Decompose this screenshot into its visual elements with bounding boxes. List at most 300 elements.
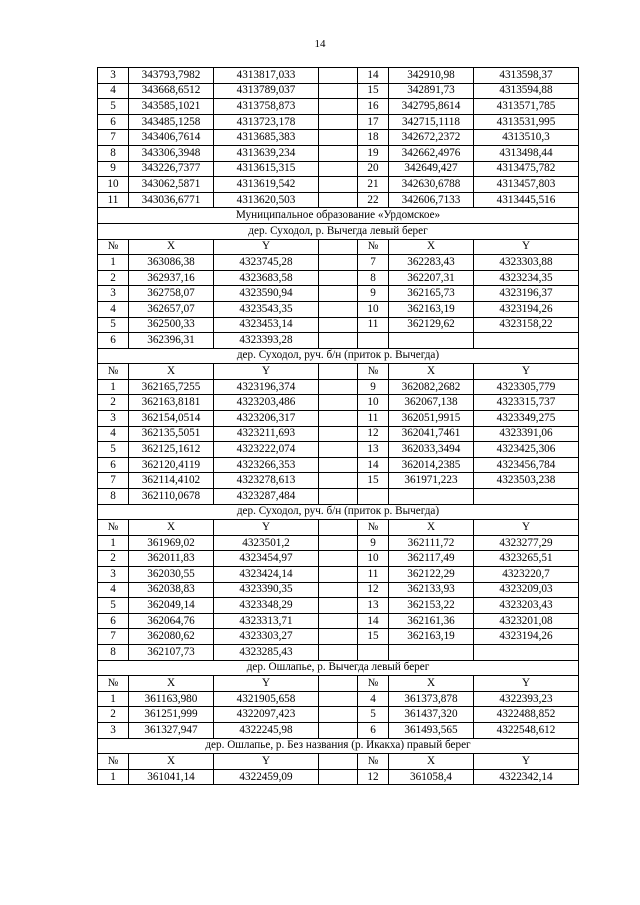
spacer-cell	[319, 411, 358, 427]
x-coordinate: 362153,22	[389, 598, 474, 614]
x-coordinate: 362120,4119	[129, 457, 214, 473]
y-coordinate: 4323287,484	[214, 489, 319, 505]
x-coordinate: 342910,98	[389, 68, 474, 84]
x-coordinate: 362067,138	[389, 395, 474, 411]
point-number: 20	[358, 161, 389, 177]
x-coordinate	[389, 644, 474, 660]
column-header: Y	[474, 754, 579, 770]
x-coordinate: 342715,1118	[389, 114, 474, 130]
point-number: 9	[98, 161, 129, 177]
x-coordinate: 362110,0678	[129, 489, 214, 505]
x-coordinate: 362500,33	[129, 317, 214, 333]
y-coordinate: 4322548,612	[474, 722, 579, 738]
y-coordinate: 4323391,06	[474, 426, 579, 442]
column-header: X	[389, 364, 474, 380]
y-coordinate: 4323683,58	[214, 270, 319, 286]
y-coordinate: 4313475,782	[474, 161, 579, 177]
section-title-row	[98, 223, 579, 239]
y-coordinate: 4323203,43	[474, 598, 579, 614]
x-coordinate: 342606,7133	[389, 192, 474, 208]
y-coordinate: 4322245,98	[214, 722, 319, 738]
point-number: 21	[358, 177, 389, 193]
x-coordinate: 342630,6788	[389, 177, 474, 193]
point-number: 10	[358, 395, 389, 411]
column-header: Y	[214, 239, 319, 255]
point-number: 5	[98, 598, 129, 614]
column-header	[319, 754, 358, 770]
column-header: X	[389, 754, 474, 770]
y-coordinate: 4323194,26	[474, 301, 579, 317]
point-number: 6	[358, 722, 389, 738]
point-number: 8	[98, 489, 129, 505]
y-coordinate: 4313619,542	[214, 177, 319, 193]
section-title: дер. Суходол, руч. б/н (приток р. Вычегда)	[98, 504, 579, 520]
point-number: 2	[98, 395, 129, 411]
x-coordinate: 362154,0514	[129, 411, 214, 427]
x-coordinate: 361041,14	[129, 769, 214, 785]
table-row	[98, 286, 579, 302]
point-number: 4	[98, 83, 129, 99]
x-coordinate: 362011,83	[129, 551, 214, 567]
point-number: 16	[358, 99, 389, 115]
point-number: 8	[98, 644, 129, 660]
spacer-cell	[319, 644, 358, 660]
point-number: 3	[98, 68, 129, 84]
spacer-cell	[319, 395, 358, 411]
column-header: X	[129, 364, 214, 380]
table-row	[98, 769, 579, 785]
section-title: дер. Суходол, р. Вычегда левый берег	[98, 223, 579, 239]
point-number: 1	[98, 769, 129, 785]
table-row	[98, 722, 579, 738]
x-coordinate: 362135,5051	[129, 426, 214, 442]
table-row	[98, 691, 579, 707]
column-header: №	[358, 676, 389, 692]
section-title: дер. Суходол, руч. б/н (приток р. Вычегда)	[98, 348, 579, 364]
y-coordinate: 4323211,693	[214, 426, 319, 442]
y-coordinate: 4313639,234	[214, 145, 319, 161]
column-header	[319, 520, 358, 536]
y-coordinate: 4323393,28	[214, 333, 319, 349]
point-number: 5	[358, 707, 389, 723]
point-number: 17	[358, 114, 389, 130]
y-coordinate: 4323424,14	[214, 567, 319, 583]
y-coordinate: 4322342,14	[474, 769, 579, 785]
x-coordinate: 362082,2682	[389, 379, 474, 395]
table-row	[98, 442, 579, 458]
x-coordinate: 361058,4	[389, 769, 474, 785]
x-coordinate: 362041,7461	[389, 426, 474, 442]
point-number: 1	[98, 691, 129, 707]
column-header: Y	[214, 364, 319, 380]
y-coordinate	[474, 333, 579, 349]
y-coordinate: 4323196,374	[214, 379, 319, 395]
x-coordinate: 362038,83	[129, 582, 214, 598]
y-coordinate: 4323425,306	[474, 442, 579, 458]
table-row	[98, 177, 579, 193]
x-coordinate: 362033,3494	[389, 442, 474, 458]
column-header: №	[98, 676, 129, 692]
section-title: дер. Ошлапье, р. Без названия (р. Икакха) правый берег	[98, 738, 579, 754]
point-number: 4	[98, 582, 129, 598]
table-row	[98, 613, 579, 629]
point-number: 11	[358, 567, 389, 583]
y-coordinate: 4313457,803	[474, 177, 579, 193]
point-number: 12	[358, 769, 389, 785]
point-number: 9	[358, 535, 389, 551]
spacer-cell	[319, 707, 358, 723]
point-number: 2	[98, 551, 129, 567]
point-number: 4	[98, 301, 129, 317]
table-row	[98, 145, 579, 161]
y-coordinate: 4323265,51	[474, 551, 579, 567]
table-row	[98, 426, 579, 442]
y-coordinate: 4323501,2	[214, 535, 319, 551]
y-coordinate: 4313498,44	[474, 145, 579, 161]
spacer-cell	[319, 489, 358, 505]
x-coordinate: 362163,19	[389, 301, 474, 317]
table-row	[98, 333, 579, 349]
point-number: 11	[358, 411, 389, 427]
x-coordinate: 361969,02	[129, 535, 214, 551]
column-header: №	[98, 520, 129, 536]
spacer-cell	[319, 769, 358, 785]
x-coordinate: 343036,6771	[129, 192, 214, 208]
point-number: 6	[98, 333, 129, 349]
table-row	[98, 535, 579, 551]
x-coordinate: 362014,2385	[389, 457, 474, 473]
spacer-cell	[319, 114, 358, 130]
point-number: 7	[98, 130, 129, 146]
spacer-cell	[319, 567, 358, 583]
x-coordinate: 362030,55	[129, 567, 214, 583]
spacer-cell	[319, 691, 358, 707]
point-number: 7	[358, 255, 389, 271]
coordinates-table	[97, 67, 579, 785]
x-coordinate: 362165,7255	[129, 379, 214, 395]
x-coordinate: 361163,980	[129, 691, 214, 707]
x-coordinate: 362937,16	[129, 270, 214, 286]
x-coordinate: 342795,8614	[389, 99, 474, 115]
x-coordinate: 342672,2372	[389, 130, 474, 146]
column-header: №	[358, 364, 389, 380]
point-number: 3	[98, 567, 129, 583]
table-row	[98, 301, 579, 317]
x-coordinate: 361971,223	[389, 473, 474, 489]
table-row	[98, 598, 579, 614]
point-number: 4	[358, 691, 389, 707]
point-number	[358, 489, 389, 505]
x-coordinate: 343793,7982	[129, 68, 214, 84]
y-coordinate: 4323315,737	[474, 395, 579, 411]
column-header: №	[98, 239, 129, 255]
point-number: 8	[358, 270, 389, 286]
table-row	[98, 270, 579, 286]
x-coordinate: 362114,4102	[129, 473, 214, 489]
x-coordinate: 361251,999	[129, 707, 214, 723]
table-row	[98, 317, 579, 333]
spacer-cell	[319, 301, 358, 317]
spacer-cell	[319, 426, 358, 442]
point-number: 5	[98, 99, 129, 115]
y-coordinate: 4323206,317	[214, 411, 319, 427]
y-coordinate: 4323590,94	[214, 286, 319, 302]
point-number: 9	[358, 286, 389, 302]
x-coordinate: 362107,73	[129, 644, 214, 660]
column-header: X	[129, 754, 214, 770]
column-header-row	[98, 676, 579, 692]
point-number: 10	[358, 301, 389, 317]
x-coordinate: 343668,6512	[129, 83, 214, 99]
y-coordinate: 4313598,37	[474, 68, 579, 84]
spacer-cell	[319, 161, 358, 177]
spacer-cell	[319, 286, 358, 302]
table-row	[98, 629, 579, 645]
point-number: 15	[358, 473, 389, 489]
x-coordinate: 362165,73	[389, 286, 474, 302]
x-coordinate: 362133,93	[389, 582, 474, 598]
x-coordinate: 362122,29	[389, 567, 474, 583]
point-number: 1	[98, 255, 129, 271]
column-header: X	[389, 676, 474, 692]
y-coordinate: 4323285,43	[214, 644, 319, 660]
column-header: X	[129, 520, 214, 536]
column-header: X	[129, 676, 214, 692]
spacer-cell	[319, 68, 358, 84]
y-coordinate: 4323234,35	[474, 270, 579, 286]
x-coordinate: 342662,4976	[389, 145, 474, 161]
table-row	[98, 707, 579, 723]
spacer-cell	[319, 613, 358, 629]
x-coordinate	[389, 489, 474, 505]
column-header: X	[389, 520, 474, 536]
table-row	[98, 489, 579, 505]
column-header: Y	[214, 520, 319, 536]
x-coordinate: 362207,31	[389, 270, 474, 286]
x-coordinate: 361437,320	[389, 707, 474, 723]
table-row	[98, 582, 579, 598]
table-row	[98, 130, 579, 146]
x-coordinate: 361327,947	[129, 722, 214, 738]
table-row	[98, 457, 579, 473]
column-header: X	[389, 239, 474, 255]
y-coordinate: 4313789,037	[214, 83, 319, 99]
y-coordinate: 4323456,784	[474, 457, 579, 473]
table-row	[98, 567, 579, 583]
point-number: 19	[358, 145, 389, 161]
y-coordinate: 4323222,074	[214, 442, 319, 458]
y-coordinate: 4323201,08	[474, 613, 579, 629]
point-number: 4	[98, 426, 129, 442]
point-number: 2	[98, 270, 129, 286]
section-title: Муниципальное образование «Урдомское»	[98, 208, 579, 224]
point-number: 7	[98, 629, 129, 645]
y-coordinate: 4323303,27	[214, 629, 319, 645]
spacer-cell	[319, 582, 358, 598]
y-coordinate: 4323390,35	[214, 582, 319, 598]
y-coordinate: 4313531,995	[474, 114, 579, 130]
table-row	[98, 551, 579, 567]
point-number: 11	[358, 317, 389, 333]
x-coordinate: 343406,7614	[129, 130, 214, 146]
point-number	[358, 333, 389, 349]
point-number: 13	[358, 598, 389, 614]
spacer-cell	[319, 255, 358, 271]
x-coordinate: 362064,76	[129, 613, 214, 629]
table-row	[98, 192, 579, 208]
point-number: 12	[358, 582, 389, 598]
y-coordinate: 4323453,14	[214, 317, 319, 333]
point-number: 14	[358, 613, 389, 629]
spacer-cell	[319, 192, 358, 208]
x-coordinate: 362125,1612	[129, 442, 214, 458]
x-coordinate: 362111,72	[389, 535, 474, 551]
y-coordinate: 4313445,516	[474, 192, 579, 208]
spacer-cell	[319, 177, 358, 193]
table-row	[98, 114, 579, 130]
spacer-cell	[319, 473, 358, 489]
page-number: 14	[314, 38, 326, 50]
y-coordinate	[474, 489, 579, 505]
column-header: Y	[474, 676, 579, 692]
point-number: 1	[98, 535, 129, 551]
y-coordinate: 4323543,35	[214, 301, 319, 317]
y-coordinate: 4323348,29	[214, 598, 319, 614]
column-header-row	[98, 520, 579, 536]
y-coordinate: 4323196,37	[474, 286, 579, 302]
spacer-cell	[319, 551, 358, 567]
y-coordinate: 4313620,503	[214, 192, 319, 208]
table-row	[98, 83, 579, 99]
x-coordinate: 362129,62	[389, 317, 474, 333]
section-title-row	[98, 660, 579, 676]
table-row	[98, 411, 579, 427]
point-number: 18	[358, 130, 389, 146]
y-coordinate: 4313685,383	[214, 130, 319, 146]
x-coordinate: 343485,1258	[129, 114, 214, 130]
section-title-row	[98, 738, 579, 754]
table-row	[98, 379, 579, 395]
spacer-cell	[319, 317, 358, 333]
spacer-cell	[319, 442, 358, 458]
point-number: 10	[98, 177, 129, 193]
column-header-row	[98, 364, 579, 380]
point-number: 8	[98, 145, 129, 161]
point-number: 3	[98, 722, 129, 738]
point-number: 5	[98, 442, 129, 458]
point-number: 1	[98, 379, 129, 395]
y-coordinate: 4323278,613	[214, 473, 319, 489]
x-coordinate: 361373,878	[389, 691, 474, 707]
x-coordinate: 361493,565	[389, 722, 474, 738]
x-coordinate: 342649,427	[389, 161, 474, 177]
y-coordinate: 4323349,275	[474, 411, 579, 427]
column-header: №	[358, 520, 389, 536]
y-coordinate: 4323194,26	[474, 629, 579, 645]
section-title-row	[98, 504, 579, 520]
point-number: 12	[358, 426, 389, 442]
point-number	[358, 644, 389, 660]
spacer-cell	[319, 598, 358, 614]
table-row	[98, 68, 579, 84]
y-coordinate	[474, 644, 579, 660]
y-coordinate: 4323745,28	[214, 255, 319, 271]
spacer-cell	[319, 535, 358, 551]
y-coordinate: 4313510,3	[474, 130, 579, 146]
column-header	[319, 676, 358, 692]
point-number: 6	[98, 114, 129, 130]
spacer-cell	[319, 722, 358, 738]
column-header: Y	[214, 754, 319, 770]
x-coordinate: 362163,8181	[129, 395, 214, 411]
table-row	[98, 161, 579, 177]
y-coordinate: 4323303,88	[474, 255, 579, 271]
spacer-cell	[319, 333, 358, 349]
table-row	[98, 473, 579, 489]
column-header	[319, 239, 358, 255]
y-coordinate: 4313594,88	[474, 83, 579, 99]
x-coordinate: 362161,36	[389, 613, 474, 629]
column-header: Y	[474, 520, 579, 536]
section-title-row	[98, 348, 579, 364]
table-row	[98, 644, 579, 660]
point-number: 6	[98, 613, 129, 629]
y-coordinate: 4323454,97	[214, 551, 319, 567]
y-coordinate: 4313571,785	[474, 99, 579, 115]
column-header: №	[98, 754, 129, 770]
y-coordinate: 4323209,03	[474, 582, 579, 598]
x-coordinate: 362163,19	[389, 629, 474, 645]
y-coordinate: 4313723,178	[214, 114, 319, 130]
point-number: 3	[98, 286, 129, 302]
table-row	[98, 99, 579, 115]
column-header: Y	[214, 676, 319, 692]
y-coordinate: 4323220,7	[474, 567, 579, 583]
section-title-row	[98, 208, 579, 224]
x-coordinate	[389, 333, 474, 349]
spacer-cell	[319, 270, 358, 286]
point-number: 6	[98, 457, 129, 473]
column-header-row	[98, 754, 579, 770]
spacer-cell	[319, 130, 358, 146]
spacer-cell	[319, 83, 358, 99]
point-number: 3	[98, 411, 129, 427]
section-title: дер. Ошлапье, р. Вычегда левый берег	[98, 660, 579, 676]
spacer-cell	[319, 99, 358, 115]
x-coordinate: 362758,07	[129, 286, 214, 302]
y-coordinate: 4322393,23	[474, 691, 579, 707]
point-number: 5	[98, 317, 129, 333]
point-number: 13	[358, 442, 389, 458]
x-coordinate: 343306,3948	[129, 145, 214, 161]
point-number: 9	[358, 379, 389, 395]
column-header: X	[129, 239, 214, 255]
y-coordinate: 4323203,486	[214, 395, 319, 411]
x-coordinate: 362049,14	[129, 598, 214, 614]
x-coordinate: 343585,1021	[129, 99, 214, 115]
y-coordinate: 4313758,873	[214, 99, 319, 115]
x-coordinate: 343226,7377	[129, 161, 214, 177]
column-header-row	[98, 239, 579, 255]
table-row	[98, 255, 579, 271]
y-coordinate: 4322097,423	[214, 707, 319, 723]
x-coordinate: 363086,38	[129, 255, 214, 271]
y-coordinate: 4313817,033	[214, 68, 319, 84]
x-coordinate: 362080,62	[129, 629, 214, 645]
y-coordinate: 4323313,71	[214, 613, 319, 629]
y-coordinate: 4323305,779	[474, 379, 579, 395]
x-coordinate: 362051,9915	[389, 411, 474, 427]
